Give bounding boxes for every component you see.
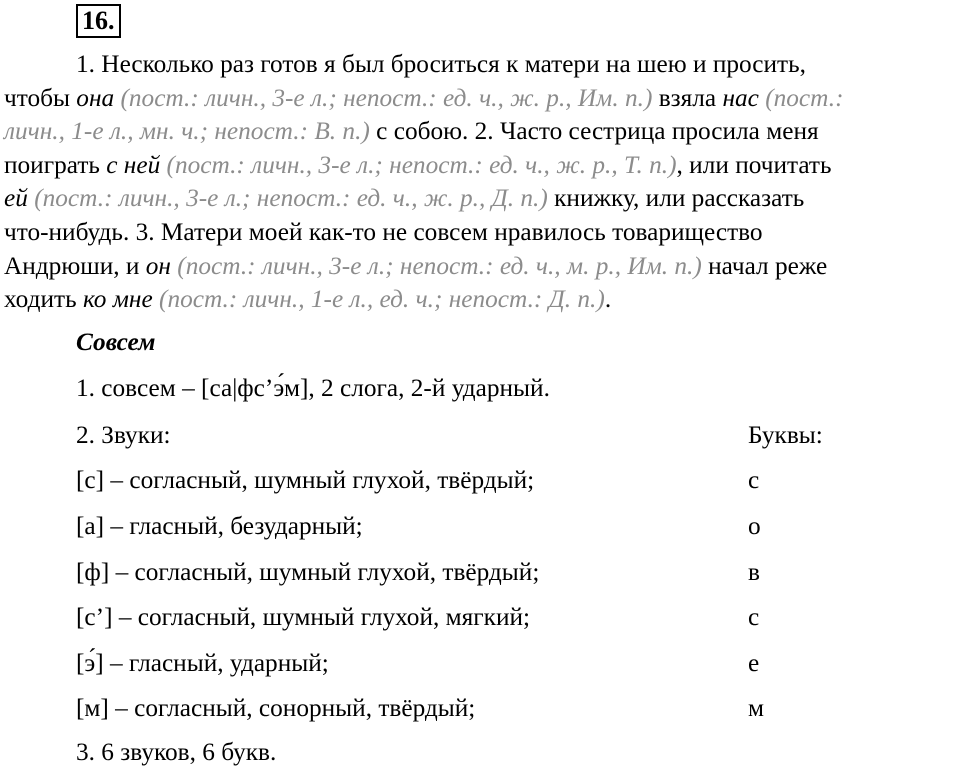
letter-cell: м <box>748 694 765 722</box>
pronoun: ей <box>4 184 28 213</box>
task-number-dot: . <box>108 6 115 35</box>
pronoun: нас <box>722 83 759 112</box>
letter-cell: в <box>748 558 760 586</box>
pronoun: с ней <box>106 150 161 179</box>
text-fragment: . <box>604 285 612 314</box>
text-line <box>4 82 956 116</box>
pronoun-features: (пост.: личн., 3-е л.; непост.: ед. ч., ж. р., Т. п.) <box>160 150 677 179</box>
text-line <box>4 115 956 149</box>
pronoun-features: личн., 1-е л., мн. ч.; непост.: В. п.) <box>4 117 370 146</box>
text-fragment: что-нибудь. 3. Матери моей как-то не совсем нравилось товарищество <box>4 217 763 246</box>
text-fragment: начал реже <box>701 251 828 280</box>
text-line <box>4 216 956 250</box>
pronoun-features: (пост.: личн., 3-е л.; непост.: ед. ч., ж. р., Им. п.) <box>114 83 653 112</box>
sound-row: [ф] – согласный, шумный глухой, твёрдый; <box>76 558 540 586</box>
text-line <box>4 48 956 82</box>
sound-row: [с] – согласный, шумный глухой, твёрдый; <box>76 466 535 494</box>
letter-cell: с <box>748 466 760 494</box>
text-fragment: с собою. 2. Часто сестрица просила меня <box>369 117 819 146</box>
text-fragment: , или почитать <box>676 150 832 179</box>
text-fragment: ходить <box>4 285 83 314</box>
text-line <box>4 182 956 216</box>
text-fragment: поиграть <box>4 150 107 179</box>
analysis-item-1: 1. совсем – [са|фс’э́м], 2 слога, 2-й ударный. <box>76 374 550 402</box>
pronoun-features: (пост.: личн., 3-е л.; непост.: ед. ч., м. р., Им. п.) <box>170 251 702 280</box>
letter-cell: с <box>748 603 760 631</box>
text-fragment: чтобы <box>4 83 77 112</box>
text-line <box>4 283 956 317</box>
sound-row: [а] – гласный, безударный; <box>76 512 363 540</box>
sound-row: [э́] – гласный, ударный; <box>76 649 329 677</box>
sound-row: [м] – согласный, сонорный, твёрдый; <box>76 694 476 722</box>
analysis-item-3: 3. 6 звуков, 6 букв. <box>76 738 277 766</box>
sounds-label: 2. Звуки: <box>76 421 171 449</box>
letter-cell: о <box>748 512 761 540</box>
pronoun-features: (пост.: личн., 3-е л.; непост.: ед. ч., ж. р., Д. п.) <box>27 184 548 213</box>
pronoun-features: (пост.: личн., 1-е л., ед. ч.; непост.: Д. п.) <box>152 285 605 314</box>
pronoun-features: (пост.: <box>758 83 844 112</box>
letter-cell: е <box>748 649 760 677</box>
pronoun: она <box>76 83 115 112</box>
pronoun: ко мне <box>82 285 153 314</box>
pronoun: он <box>145 251 171 280</box>
text-fragment: книжку, или рассказать <box>547 184 805 213</box>
text-fragment: Андрюши, и <box>4 251 146 280</box>
text-fragment: 1. Несколько раз готов я был броситься к матери на шею и просить, <box>76 50 806 78</box>
text-line <box>4 149 956 183</box>
task-number: 16 <box>82 6 108 35</box>
text-fragment: взяла <box>652 83 723 112</box>
analysis-heading: Совсем <box>76 328 156 356</box>
letters-label: Буквы: <box>748 421 823 449</box>
sound-row: [с’] – согласный, шумный глухой, мягкий; <box>76 603 531 631</box>
text-line <box>4 250 956 284</box>
exercise-text <box>4 48 956 317</box>
task-number-box <box>76 4 121 38</box>
